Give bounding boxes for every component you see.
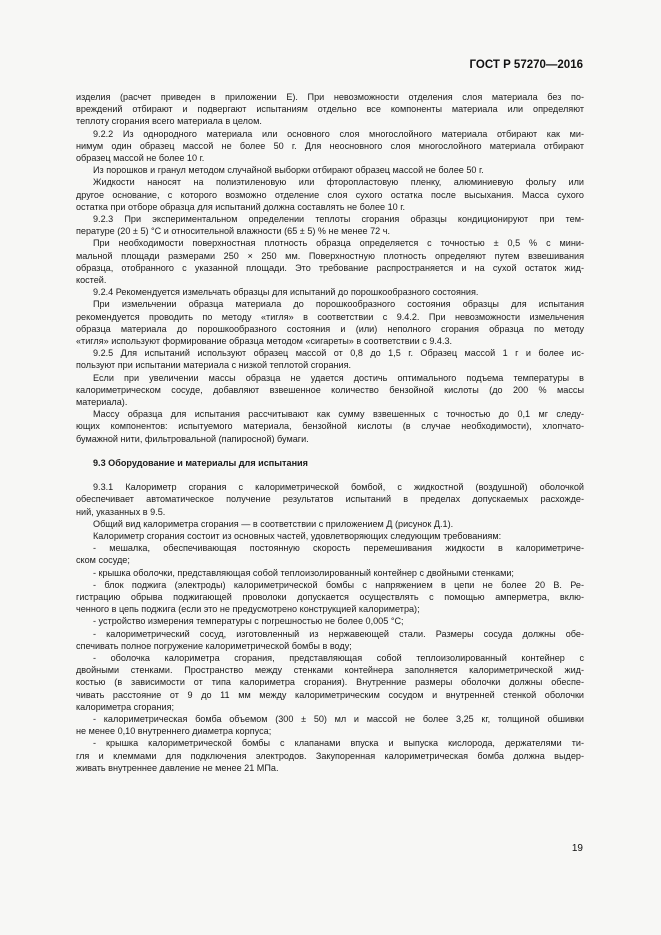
- text-line: чивать расстояние от 9 до 11 мм между калориметрическим сосудом и внутренней стенкой оболочки: [76, 689, 584, 700]
- text-line: другое основание, с которого возможно отделение слоя сухого остатка после высыхания. Масса сухого: [76, 189, 584, 200]
- text-line: образец массой не более 10 г.: [76, 153, 205, 164]
- text-line: 9.2.3 При экспериментальном определении теплоты сгорания образцы кондиционируют при тем-: [93, 214, 584, 225]
- text-line: гистрацию обрыва поджигающей проволоки допускается осуществлять с помощью амперметра, вклю-: [76, 591, 584, 602]
- text-line: обеспечивает автоматическое получение результатов испытаний в пределах допускаемых расхожде-: [76, 494, 584, 505]
- text-line: Калориметр сгорания состоит из основных частей, удовлетворяющих следующим требованиям:: [93, 530, 502, 541]
- text-line: вреждений отбирают и подвергают испытаниям отдельно все компоненты материала или определяют: [76, 104, 584, 115]
- text-line: спечивать полное погружение калориметрической бомбы в воду;: [76, 640, 352, 651]
- text-line: Если при увеличении массы образца не удается достичь оптимального подъема температуры в: [93, 372, 584, 383]
- text-line: гля и клеммами для подключения электродов. Закупоренная калориметрическая бомба должна выдер-: [76, 750, 584, 761]
- text-line: живать внутреннее давление не менее 21 МПа.: [76, 762, 279, 773]
- page-number: 19: [571, 843, 583, 854]
- text-line: калориметрическом сосуде, добавляют взвешенное количество бензойной кислоты (до 200 % массы: [76, 384, 584, 395]
- text-line: Из порошков и гранул методом случайной выборки отбирают образец массой не более 50 г.: [93, 165, 484, 176]
- text-line: ском сосуде;: [76, 555, 130, 566]
- text-line: ющих компонентов: испытуемого материала, бензойной кислоты (в случае необходимости), хлопчато-: [76, 421, 584, 432]
- text-line: пользуют при испытании материала с низкой теплотой сгорания.: [76, 360, 352, 371]
- text-line: рекомендуется проводить по методу «тигля» в соответствии с 9.4.2. При невозможности измельчения: [76, 311, 584, 322]
- text-line: - крышка калориметрической бомбы с клапанами впуска и выпуска кислорода, держателями ти-: [93, 738, 584, 749]
- text-line: 9.3.1 Калориметр сгорания с калориметрической бомбой, с жидкостной (воздушной) оболочкой: [93, 482, 584, 493]
- text-line: 9.2.5 Для испытаний используют образец массой от 0,8 до 1,5 г. Образец массой 1 г и более ис-: [93, 348, 584, 359]
- text-line: пературе (20 ± 5) °С и относительной влажности (65 ± 5) % не менее 72 ч.: [76, 226, 391, 237]
- text-line: материала).: [76, 397, 128, 408]
- text-line: бумажной нити, фильтровальной (папиросной) бумаги.: [76, 433, 309, 444]
- text-line: - крышка оболочки, представляющая собой теплоизолированный контейнер с двойными стенками;: [93, 567, 514, 578]
- body-text: [76, 91, 584, 774]
- section-heading: 9.3 Оборудование и материалы для испытания: [93, 457, 308, 468]
- text-line: 9.2.2 Из однородного материала или основного слоя многослойного материала отбирают как ми-: [93, 128, 584, 139]
- text-line: ченного в цепь поджига (если это не предусмотрено конструкцией калориметра);: [76, 604, 420, 615]
- text-line: нимум один образец массой не более 50 г. Для неосновного слоя многослойного материала отбирают: [76, 140, 584, 151]
- text-line: - калориметрический сосуд, изготовленный из нержавеющей стали. Размеры сосуда должны обе-: [93, 628, 584, 639]
- paragraph-gap: [76, 469, 584, 481]
- text-line: калориметра сгорания;: [76, 701, 175, 712]
- text-line: не менее 0,10 внутреннего диаметра корпуса;: [76, 726, 272, 737]
- text-line: изделия (расчет приведен в приложении Е). При невозможности отделения слоя материала без по-: [76, 92, 584, 102]
- text-line: костей.: [76, 275, 107, 286]
- text-line: Жидкости наносят на полиэтиленовую или фторопластовую пленку, алюминиевую фольгу или: [93, 177, 584, 188]
- paragraph-gap: [76, 445, 584, 457]
- text-line: двойными стенками. Пространство между стенками контейнера заполняется калориметрической жид-: [76, 665, 584, 676]
- text-line: костью (в зависимости от типа калориметра сгорания). Внутренние размеры оболочки должны обеспе-: [76, 677, 584, 688]
- text-line: теплоту сгорания всего материала в целом.: [76, 116, 262, 127]
- text-line: образца, отобранного с указанной площади. Это требование распространяется и на сухой остаток жид-: [76, 262, 584, 273]
- text-line: Общий вид калориметра сгорания — в соответствии с приложением Д (рисунок Д.1).: [93, 518, 454, 529]
- text-line: При необходимости поверхностная плотность образца определяется с точностью ± 0,5 % с мини-: [93, 238, 584, 249]
- text-line: ний, указанных в 9.5.: [76, 506, 166, 517]
- text-line: - блок поджига (электроды) калориметрической бомбы с напряжением в цепи не более 20 В. Ре-: [93, 579, 584, 590]
- text-line: - оболочка калориметра сгорания, представляющая собой теплоизолированный контейнер с: [93, 652, 584, 663]
- text-line: - мешалка, обеспечивающая постоянную скорость перемешивания жидкости в калориметриче-: [93, 543, 584, 554]
- text-line: «тигля» используют формирование образца методом «сигареты» в соответствии с 9.4.3.: [76, 336, 453, 347]
- text-line: При измельчении образца материала до порошкообразного состояния образцы для испытания: [93, 299, 584, 310]
- text-line: мальной площади размерами 250 × 250 мм. Поверхностную плотность определяют путем взвешивания: [76, 250, 584, 261]
- standard-designation: ГОСТ Р 57270—2016: [469, 59, 583, 71]
- text-line: 9.2.4 Рекомендуется измельчать образцы для испытаний до порошкообразного состояния.: [93, 287, 479, 298]
- text-line: остатка при отборе образца для испытаний должна составлять не более 10 г.: [76, 201, 405, 212]
- text-line: - калориметрическая бомба объемом (300 ± 50) мл и массой не более 3,25 кг, толщиной обшивки: [93, 713, 584, 724]
- text-line: Массу образца для испытания рассчитывают как сумму взвешенных с точностью до 0,1 мг следу-: [93, 409, 584, 420]
- text-line: образца материала до порошкообразного состояния и (или) неполного сгорания образца по методу: [76, 323, 584, 334]
- text-line: - устройство измерения температуры с погрешностью не более 0,005 °С;: [93, 616, 404, 627]
